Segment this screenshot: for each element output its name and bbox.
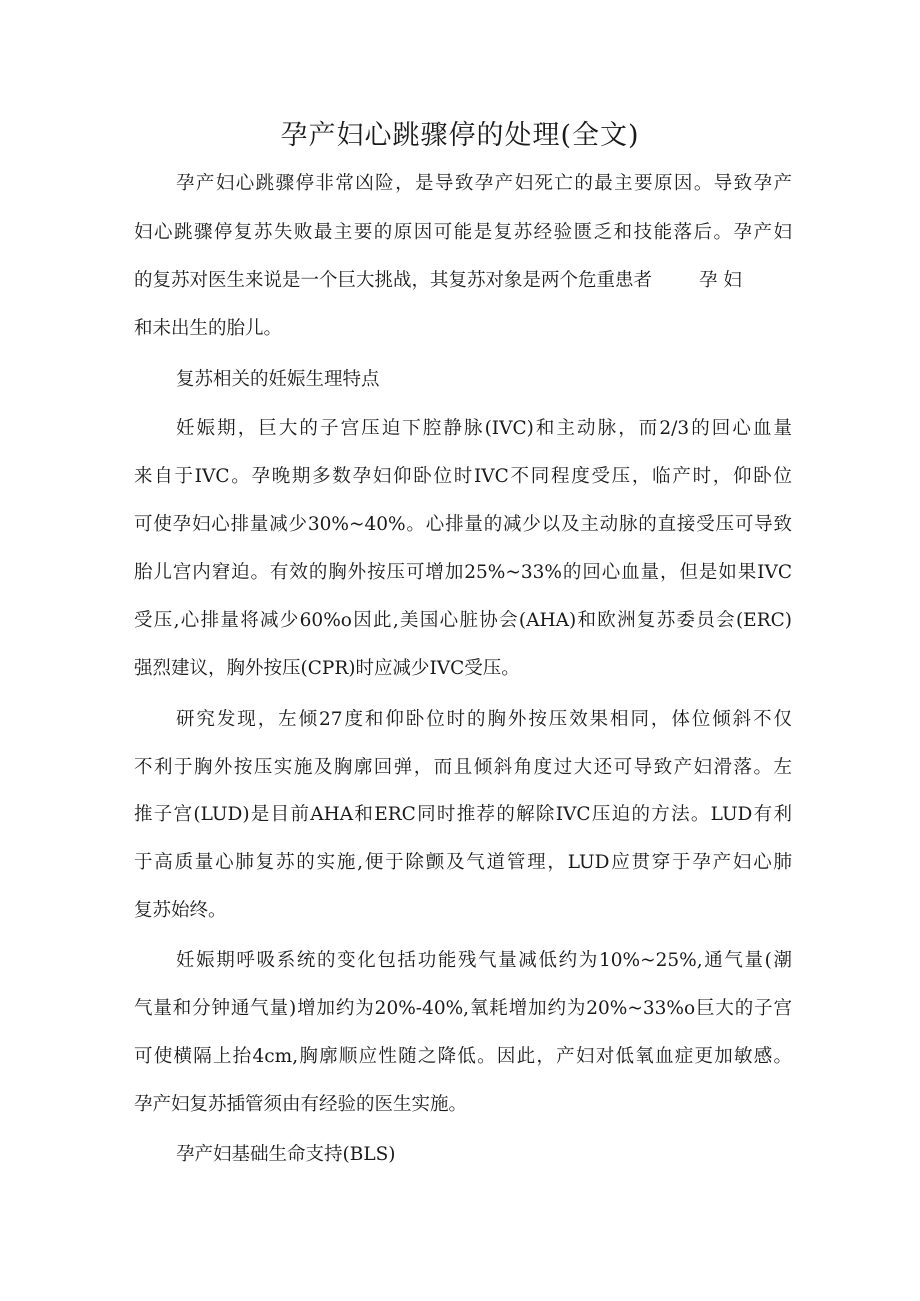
paragraph-line: 推子宫(LUD)是目前AHA和ERC同时推荐的解除IVC压迫的方法。LUD有利 — [134, 804, 792, 825]
paragraph-line: 可使横隔上抬4cm,胸廓顺应性随之降低。因此，产妇对低氧血症更加敏感。 — [134, 1046, 792, 1067]
paragraph-line: 不利于胸外按压实施及胸廓回弹，而且倾斜角度过大还可导致产妇滑落。左 — [134, 757, 792, 778]
section-heading: 复苏相关的妊娠生理特点 — [176, 369, 380, 390]
paragraph-line: 受压,心排量将减少60%o因此,美国心脏协会(AHA)和欧洲复苏委员会(ERC) — [134, 610, 792, 631]
paragraph-line: 气量和分钟通气量)增加约为20%-40%,氧耗增加约为20%~33%o巨大的子宫 — [134, 998, 792, 1019]
paragraph-line: 复苏始终。 — [134, 900, 227, 921]
paragraph-line: 研究发现，左倾27度和仰卧位时的胸外按压效果相同，体位倾斜不仅 — [176, 709, 792, 730]
paragraph-line: 孕产妇复苏插管须由有经验的医生实施。 — [134, 1094, 468, 1115]
paragraph-line: 妊娠期呼吸系统的变化包括功能残气量减低约为10%~25%,通气量(潮 — [176, 950, 792, 971]
paragraph-line: 可使孕妇心排量减少30%~40%。心排量的减少以及主动脉的直接受压可导致 — [134, 514, 792, 535]
paragraph-line: 来自于IVC。孕晚期多数孕妇仰卧位时IVC不同程度受压，临产时，仰卧位 — [134, 466, 792, 487]
section-heading: 孕产妇基础生命支持(BLS) — [176, 1144, 396, 1165]
paragraph-line: 的复苏对医生来说是一个巨大挑战，其复苏对象是两个危重患者 孕 妇 — [134, 270, 742, 291]
paragraph-line: 强烈建议，胸外按压(CPR)时应减少IVC受压。 — [134, 658, 520, 679]
paragraph-line: 妊娠期，巨大的子宫压迫下腔静脉(IVC)和主动脉，而2/3的回心血量 — [176, 418, 792, 439]
paragraph-line: 妇心跳骤停复苏失败最主要的原因可能是复苏经验匮乏和技能落后。孕产妇 — [134, 222, 792, 243]
paragraph-line: 孕产妇心跳骤停非常凶险，是导致孕产妇死亡的最主要原因。导致孕产 — [176, 173, 792, 194]
paragraph-line: 胎儿宫内窘迫。有效的胸外按压可增加25%~33%的回心血量，但是如果IVC — [134, 562, 792, 583]
page-title: 孕产妇心跳骤停的处理(全文) — [280, 120, 640, 151]
paragraph-line: 于高质量心肺复苏的实施,便于除颤及气道管理，LUD应贯穿于孕产妇心肺 — [134, 852, 792, 873]
paragraph-line: 和未出生的胎儿。 — [134, 318, 283, 339]
